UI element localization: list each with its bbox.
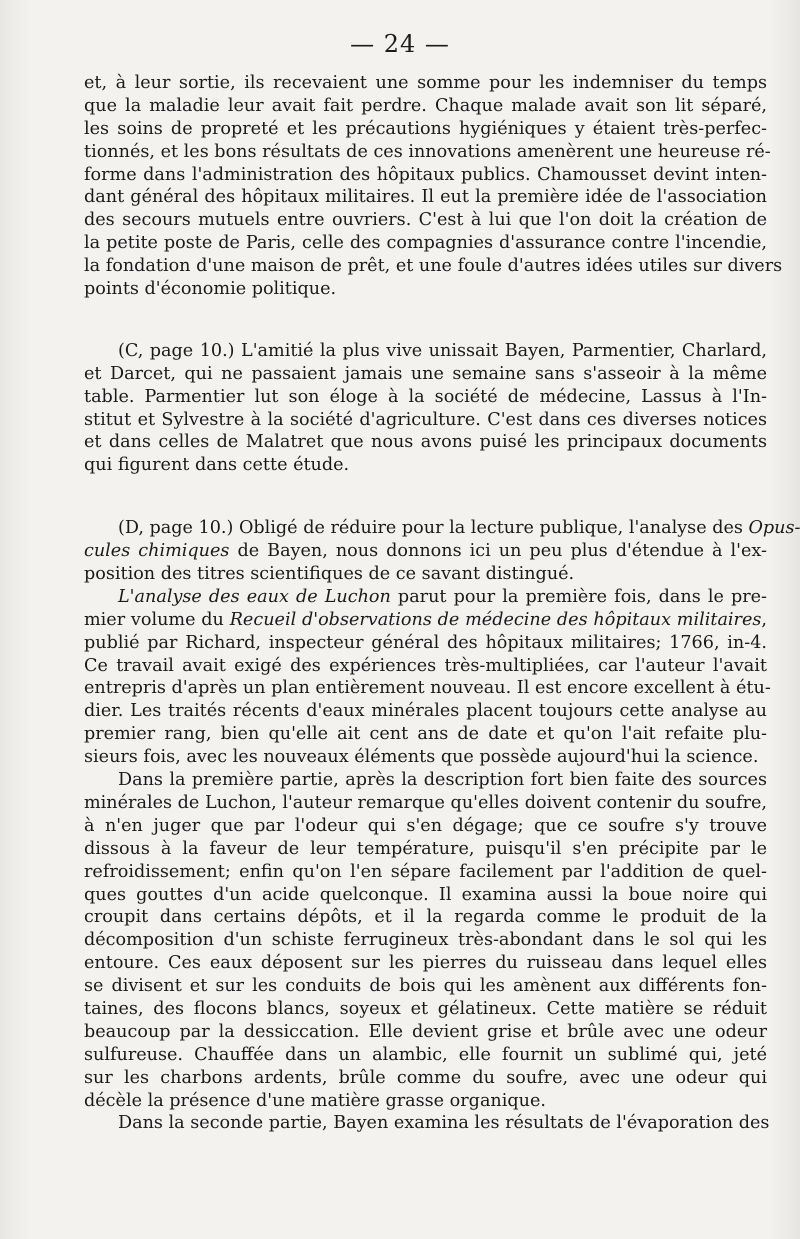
italic-run: Recueil d'observations de médecine des hôpitaux militaires (229, 609, 762, 630)
text-line: Dans la seconde partie, Bayen examina les résultats de l'évaporation des (118, 1113, 770, 1134)
text-line: publié par Richard, inspecteur général des hôpitaux militaires; 1766, in-4. (84, 632, 767, 653)
text-line: la fondation d'une maison de prêt, et une foule d'autres idées utiles sur divers (84, 256, 783, 277)
text-line: dant général des hôpitaux militaires. Il eut la première idée de l'association (84, 187, 767, 208)
text-line: et, à leur sortie, ils recevaient une somme pour les indemniser du temps (84, 73, 767, 93)
text-line: décèle la présence d'une matière grasse organique. (84, 1090, 546, 1111)
text-line: stitut et Sylvestre à la société d'agriculture. C'est dans ces diverses notices (84, 409, 767, 430)
text-line: croupit dans certains dépôts, et il la regarda comme le produit de la (84, 907, 767, 928)
text-line: Dans la première partie, après la description fort bien faite des sources (118, 770, 767, 791)
text-line (84, 586, 767, 609)
text-line: entrepris d'après un plan entièrement nouveau. Il est encore excellent à étu- (84, 678, 771, 699)
text-line: Ce travail avait exigé des expériences très-multipliées, car l'auteur l'avait (84, 655, 767, 676)
text-line: refroidissement; enfin qu'on l'en sépare facilement par l'addition de quel- (84, 861, 767, 882)
text-line: forme dans l'administration des hôpitaux publics. Chamousset devint inten- (84, 164, 767, 185)
text-line: et Darcet, qui ne passaient jamais une semaine sans s'asseoir à la même (84, 363, 767, 384)
text-line: que la maladie leur avait fait perdre. Chaque malade avait son lit séparé, (84, 95, 767, 116)
text-line (84, 540, 767, 563)
paragraph-first-part (84, 769, 767, 1112)
text-line: dissous à la faveur de leur température, puisqu'il s'en précipite par le (84, 838, 767, 859)
text-line: qui figurent dans cette étude. (84, 455, 350, 476)
text-line: se divisent et sur les conduits de bois qui les amènent aux différents fon- (84, 976, 767, 997)
text-line: les soins de propreté et les précautions hygiéniques y étaient très-perfec- (84, 118, 767, 139)
text-line: tionnés, et les bons résultats de ces innovations amenèrent une heureuse ré- (84, 141, 771, 162)
note-c (84, 340, 767, 477)
text-line: et dans celles de Malatret que nous avons puisé les principaux documents (84, 432, 767, 453)
text-line: position des titres scientifiques de ce savant distingué. (84, 564, 575, 585)
text-line: la petite poste de Paris, celle des compagnies d'assurance contre l'incendie, (84, 233, 767, 254)
text-line: sur les charbons ardents, brûle comme du soufre, avec une odeur qui (84, 1067, 767, 1088)
text-line: des secours mutuels entre ouvriers. C'est à lui que l'on doit la création de (84, 210, 767, 231)
text-line: ques gouttes d'un acide quelconque. Il examina aussi la boue noire qui (84, 884, 767, 905)
text-run: parut pour la première fois, dans le pre- (390, 586, 767, 607)
text-line: beaucoup par la dessiccation. Elle devient grise et brûle avec une odeur (84, 1021, 767, 1042)
text-line: dier. Les traités récents d'eaux minérales placent toujours cette analyse au (84, 701, 767, 722)
text-run: (D, page 10.) Obligé de réduire pour la lecture publique, l'analyse des (118, 518, 749, 539)
text-line: table. Parmentier lut son éloge à la société de médecine, Lassus à l'In- (84, 386, 767, 407)
paragraph-chamousset (84, 72, 783, 301)
text-line (84, 609, 767, 632)
text-line: décomposition d'un schiste ferrugineux très-abondant dans le sol qui les (84, 930, 767, 951)
italic-run: Opus- (748, 518, 800, 539)
text-line: entoure. Ces eaux déposent sur les pierres du ruisseau dans lequel elles (84, 953, 767, 974)
note-d (84, 517, 800, 586)
text-run: , (761, 609, 768, 630)
text-run: de Bayen, nous donnons ici un peu plus d'étendue à l'ex- (229, 541, 767, 562)
paragraph-second-part (84, 1112, 770, 1135)
text-line: (C, page 10.) L'amitié la plus vive unissait Bayen, Parmentier, Charlard, (118, 340, 767, 361)
text-line: premier rang, bien qu'elle ait cent ans de date et qu'on l'ait refaite plu- (84, 724, 767, 745)
text-line: sulfureuse. Chauffée dans un alambic, elle fournit un sublimé qui, jeté (84, 1044, 767, 1065)
page-body (84, 72, 800, 1135)
text-line: taines, des flocons blancs, soyeux et gélatineux. Cette matière se réduit (84, 998, 767, 1019)
italic-run: cules chimiques (84, 541, 230, 562)
text-line: points d'économie politique. (84, 279, 337, 300)
text-line: sieurs fois, avec les nouveaux éléments que possède aujourd'hui la science. (84, 747, 759, 768)
page-number: — 24 — (350, 30, 450, 58)
text-line (84, 517, 800, 540)
text-line: minérales de Luchon, l'auteur remarque qu'elles doivent contenir du soufre, (84, 792, 767, 813)
text-run: mier volume du (84, 609, 230, 630)
italic-run: L'analyse des eaux de Luchon (118, 586, 391, 607)
text-line: à n'en juger que par l'odeur qui s'en dégage; que ce soufre s'y trouve (84, 815, 767, 836)
paragraph-luchon (84, 586, 771, 769)
